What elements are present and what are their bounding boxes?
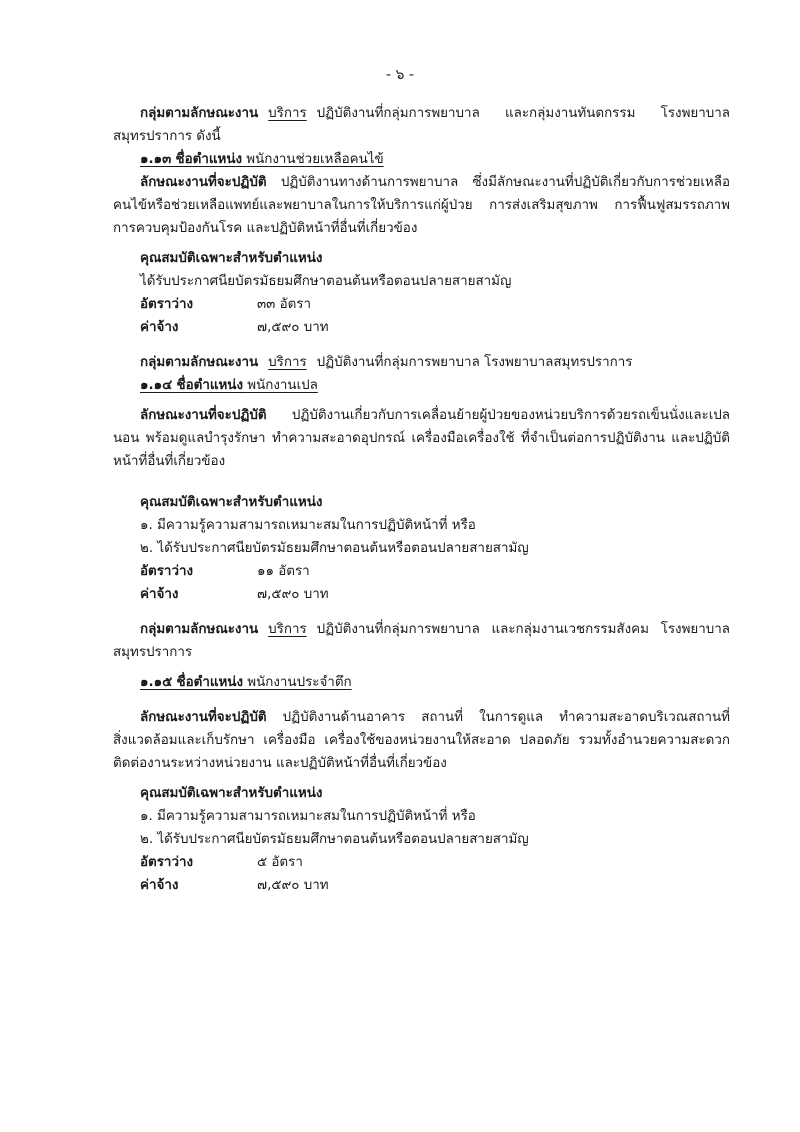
qualification-item: ได้รับประกาศนียบัตรมัธยมศึกษาตอนต้นหรือตอนปลายสายสามัญ — [140, 274, 512, 289]
group-desc: ปฏิบัติงานที่กลุ่มการพยาบาล และกลุ่มงานทันตกรรม โรงพยาบาล — [316, 106, 730, 121]
job-section — [113, 102, 730, 339]
wage-value: ๗,๕๙๐ บาท — [257, 320, 329, 335]
duties-label: ลักษณะงานที่จะปฏิบัติ — [140, 175, 267, 190]
wage-row — [113, 874, 730, 897]
group-label: กลุ่มตามลักษณะงาน — [140, 355, 259, 370]
duties-text: หน้าที่อื่นที่เกี่ยวข้อง — [113, 454, 226, 469]
vacancy-label: อัตราว่าง — [140, 855, 194, 870]
group-label: กลุ่มตามลักษณะงาน — [140, 106, 259, 121]
qualifications-heading: คุณสมบัติเฉพาะสำหรับตำแหน่ง — [140, 251, 323, 266]
group-desc: ปฏิบัติงานที่กลุ่มการพยาบาล โรงพยาบาลสมุทรปราการ — [316, 355, 633, 370]
group-desc-cont: สมุทรปราการ ดังนี้ — [113, 129, 221, 144]
page-number: - ๖ - — [386, 67, 414, 83]
wage-label: ค่าจ้าง — [140, 320, 179, 335]
vacancy-row — [113, 560, 730, 583]
group-desc-cont: สมุทรปราการ — [113, 645, 193, 660]
group-type: บริการ — [268, 622, 307, 637]
position-name: พนักงานช่วยเหลือคนไข้ — [246, 152, 384, 167]
position-title — [113, 374, 730, 397]
vacancy-label: อัตราว่าง — [140, 564, 194, 579]
position-name: พนักงานประจำตึก — [247, 675, 352, 690]
wage-row — [113, 583, 730, 606]
duties-label: ลักษณะงานที่จะปฏิบัติ — [140, 408, 267, 423]
group-line — [113, 618, 730, 641]
group-type: บริการ — [268, 106, 307, 121]
vacancy-label: อัตราว่าง — [140, 297, 194, 312]
duties-text: ปฏิบัติงานด้านอาคาร สถานที่ ในการดูแล ทำความสะอาดบริเวณสถานที่ — [282, 710, 730, 725]
duties-text: การควบคุมป้องกันโรค และปฏิบัติหน้าที่อื่นที่เกี่ยวข้อง — [113, 221, 418, 236]
qualification-item: ๑. มีความรู้ความสามารถเหมาะสมในการปฏิบัติหน้าที่ หรือ — [140, 809, 476, 824]
duties-text: ปฏิบัติงานทางด้านการพยาบาล ซึ่งมีลักษณะงานที่ปฏิบัติเกี่ยวกับการช่วยเหลือ — [280, 175, 730, 190]
job-section — [113, 618, 730, 897]
position-label: ชื่อตำแหน่ง — [176, 378, 243, 393]
position-title — [113, 671, 730, 694]
duties-text: คนไข้หรือช่วยเหลือแพทย์และพยาบาลในการให้บริการแก่ผู้ป่วย การส่งเสริมสุขภาพ การฟื้นฟูสมรรถภาพ — [113, 198, 730, 213]
qualification-item: ๒. ได้รับประกาศนียบัตรมัธยมศึกษาตอนต้นหรือตอนปลายสายสามัญ — [140, 832, 529, 847]
group-line — [113, 102, 730, 125]
group-line — [113, 351, 730, 374]
duties-line — [113, 706, 730, 729]
position-name: พนักงานเปล — [247, 378, 318, 393]
position-title — [113, 148, 730, 171]
qualification-item: ๒. ได้รับประกาศนียบัตรมัธยมศึกษาตอนต้นหรือตอนปลายสายสามัญ — [140, 541, 529, 556]
position-number: ๑.๑๕ — [140, 675, 173, 690]
vacancy-row — [113, 851, 730, 874]
position-label: ชื่อตำแหน่ง — [175, 152, 243, 167]
vacancy-value: ๓๓ อัตรา — [257, 297, 312, 312]
position-number: ๑.๑๔ — [140, 378, 173, 393]
group-label: กลุ่มตามลักษณะงาน — [140, 622, 259, 637]
position-number: ๑.๑๓ — [140, 152, 172, 167]
job-section — [113, 351, 730, 606]
qualification-item: ๑. มีความรู้ความสามารถเหมาะสมในการปฏิบัติหน้าที่ หรือ — [140, 518, 476, 533]
wage-value: ๗,๕๙๐ บาท — [257, 587, 329, 602]
wage-value: ๗,๕๙๐ บาท — [257, 878, 329, 893]
wage-row — [113, 316, 730, 339]
vacancy-value: ๑๑ อัตรา — [257, 564, 310, 579]
wage-label: ค่าจ้าง — [140, 587, 179, 602]
duties-text: ปฏิบัติงานเกี่ยวกับการเคลื่อนย้ายผู้ป่วยของหน่วยบริการด้วยรถเข็นนั่งและเปล — [291, 408, 730, 423]
duties-text: ติดต่องานระหว่างหน่วยงาน และปฏิบัติหน้าที่อื่นที่เกี่ยวข้อง — [113, 756, 447, 771]
qualifications-heading: คุณสมบัติเฉพาะสำหรับตำแหน่ง — [140, 495, 323, 510]
group-desc: ปฏิบัติงานที่กลุ่มการพยาบาล และกลุ่มงานเวชกรรมสังคม โรงพยาบาล — [316, 622, 730, 637]
duties-label: ลักษณะงานที่จะปฏิบัติ — [140, 710, 267, 725]
group-type: บริการ — [268, 355, 307, 370]
position-label: ชื่อตำแหน่ง — [176, 675, 243, 690]
vacancy-value: ๕ อัตรา — [257, 855, 303, 870]
duties-line — [113, 171, 730, 194]
document-body — [113, 102, 730, 897]
duties-text: สิ่งแวดล้อมและเก็บรักษา เครื่องมือ เครื่องใช้ของหน่วยงานให้สะอาด ปลอดภัย รวมทั้งอำนวยความสะดวก — [113, 733, 730, 748]
duties-line — [113, 404, 730, 427]
wage-label: ค่าจ้าง — [140, 878, 179, 893]
vacancy-row — [113, 293, 730, 316]
duties-text: นอน พร้อมดูแลบำรุงรักษา ทำความสะอาดอุปกรณ์ เครื่องมือเครื่องใช้ ที่จำเป็นต่อการปฏิบัติงาน และปฏิบัติ — [113, 431, 730, 446]
qualifications-heading: คุณสมบัติเฉพาะสำหรับตำแหน่ง — [140, 786, 323, 801]
